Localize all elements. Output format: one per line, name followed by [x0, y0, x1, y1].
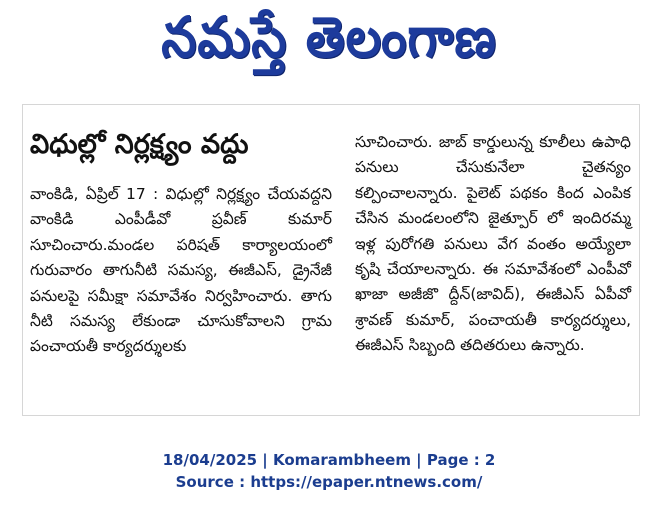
footer-date-edition: 18/04/2025 | Komarambheem | Page : 2	[162, 451, 496, 469]
footer-source: Source : https://epaper.ntnews.com/	[175, 473, 483, 491]
article-paragraph-right: సూచించారు. జాబ్ కార్డులున్న కూలీలు ఉపాధి పనులు చేసుకునేలా చైతన్యం కల్పించాలన్నారు. పైలెట్ పథకం కింద ఎంపిక చేసిన మండలంలోని జైత్పూర్ లో ఇందిరమ్మ ఇళ్ల పురోగతి పనులు వేగ వంతం అయ్యేలా కృషి చేయాలన్నారు. ఈ సమావేశంలో ఎంపీవో ఖాజా అజీజొ ద్దీన్(జావిద్), ఈజీఎస్ ఏపీవో శ్రావణ్ కుమార్, పంచాయతీ కార్యదర్శులు, ఈజీఎస్ సిబ్బంది తదితరులు ఉన్నారు.	[355, 133, 631, 355]
article-column-right	[355, 130, 631, 359]
masthead-logo	[0, 0, 658, 88]
article-paragraph-left: వాంకిడి, ఏప్రిల్ 17 : విధుల్లో నిర్లక్ష్యం చేయవద్దని వాంకిడి ఎంపీడీవో ప్రవీణ్ కుమార్ సూచించారు.మండల పరిషత్ కార్యాలయంలో గురువారం తాగునీటి సమస్య, ఈజీఎస్, డ్రైనేజీ పనులపై సమీక్షా సమావేశం నిర్వహించారు. తాగు నీటి సమస్య లేకుండా చూసుకోవాలని గ్రామ పంచాయతీ కార్యదర్శులకు	[30, 185, 332, 356]
article-column-left	[30, 182, 332, 360]
article-headline: విధుల్లో నిర్లక్ష్యం వద్దు	[30, 129, 249, 160]
newspaper-title: నమస్తే తెలంగాణ	[161, 4, 497, 70]
